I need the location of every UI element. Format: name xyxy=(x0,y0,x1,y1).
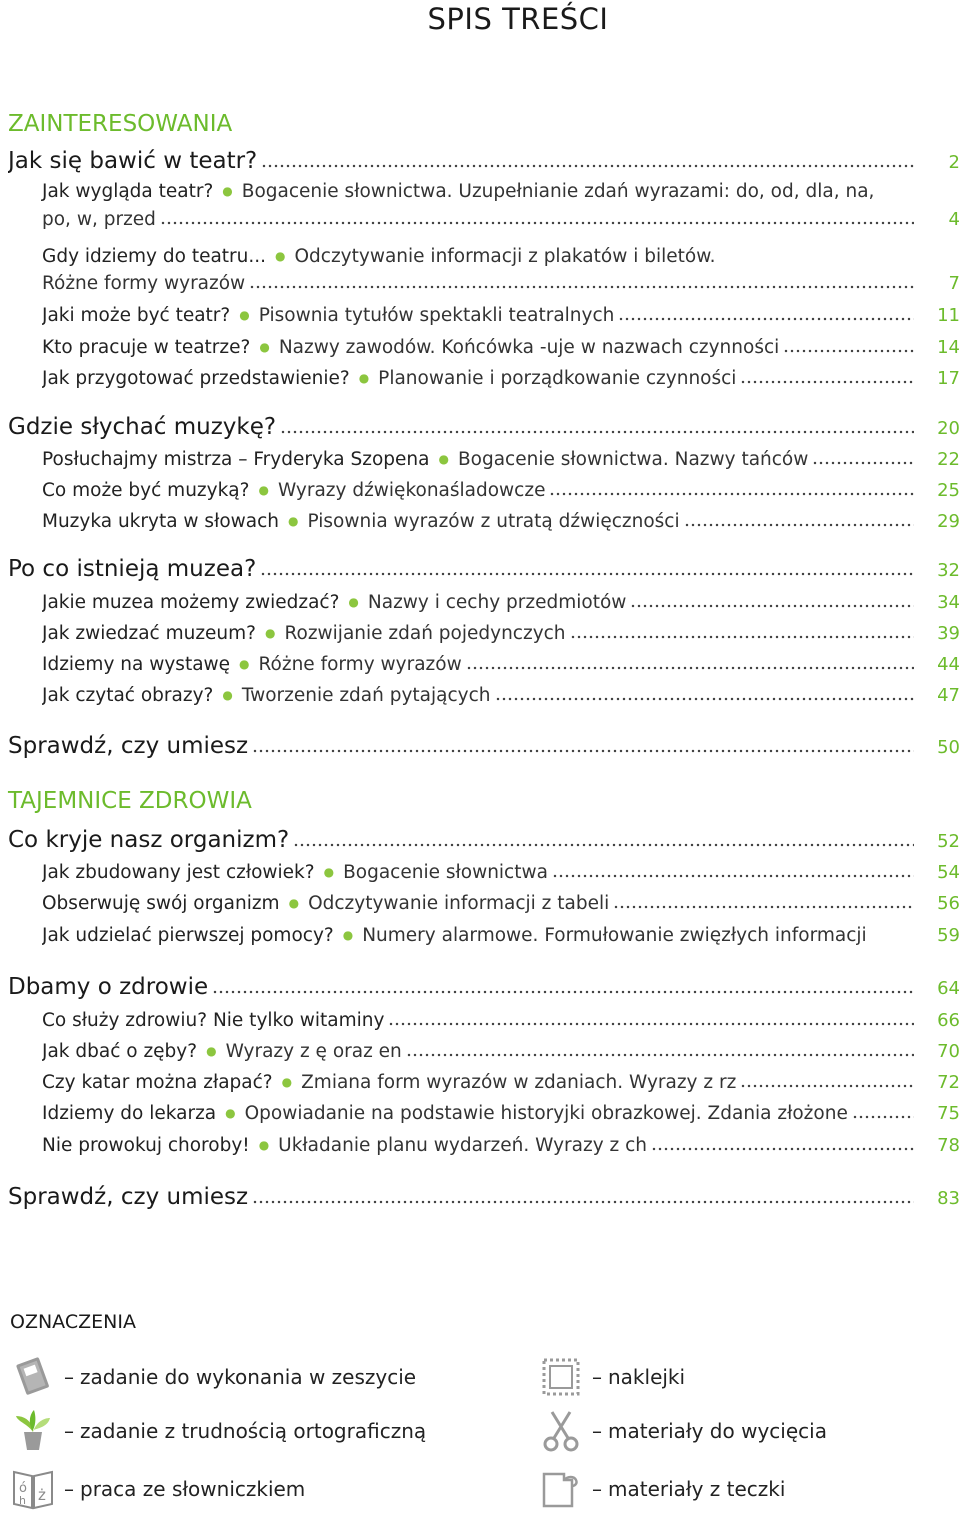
page-number: 14 xyxy=(937,337,960,358)
page-number: 22 xyxy=(937,449,960,470)
page-number: 34 xyxy=(937,592,960,613)
page-number: 59 xyxy=(937,925,960,946)
dot-leader xyxy=(261,154,914,168)
legend-label: zadanie z trudnością ortograficzną xyxy=(80,1419,427,1443)
entry-topic: Odczytywanie informacji z tabeli xyxy=(308,893,610,914)
section-heading-zainteresowania: ZAINTERESOWANIA xyxy=(8,111,233,137)
dot-leader xyxy=(252,1190,914,1204)
legend-item xyxy=(538,1354,685,1400)
bullet-icon: ● xyxy=(323,865,335,879)
dot-leader xyxy=(740,370,914,384)
toc-entry-line2[interactable] xyxy=(42,273,960,294)
bullet-icon: ● xyxy=(258,483,269,497)
toc-entry[interactable] xyxy=(42,862,960,883)
page-number: 78 xyxy=(937,1135,960,1156)
entry-topic: Pisownia tytułów spektakli teatralnych xyxy=(258,305,615,326)
toc-entry[interactable] xyxy=(42,305,960,326)
toc-entry[interactable] xyxy=(42,654,960,675)
toc-entry-line2[interactable] xyxy=(42,209,960,230)
toc-entry[interactable] xyxy=(42,480,960,501)
dot-leader xyxy=(549,482,914,496)
page-number: 25 xyxy=(937,480,960,501)
entry-topic: Nazwy zawodów. Końcówka -uje w nazwach czynności xyxy=(278,337,780,358)
page-number: 66 xyxy=(937,1010,960,1031)
dot-leader xyxy=(812,451,914,465)
dot-leader xyxy=(252,739,914,753)
toc-entry-teatr[interactable] xyxy=(8,148,960,174)
toc-entry[interactable] xyxy=(42,511,960,532)
page-number: 11 xyxy=(937,305,960,326)
legend-item xyxy=(10,1466,305,1512)
legend-label: praca ze słowniczkiem xyxy=(80,1477,306,1501)
dot-leader xyxy=(495,687,914,701)
legend-dash: – xyxy=(592,1419,602,1443)
page-number: 32 xyxy=(937,560,960,581)
page-number: 56 xyxy=(937,893,960,914)
bullet-icon: ● xyxy=(222,184,233,198)
legend-item xyxy=(10,1354,416,1400)
entry-title: Kto pracuje w teatrze? xyxy=(42,337,251,358)
entry-title: Sprawdź, czy umiesz xyxy=(8,733,249,759)
dot-leader xyxy=(630,594,914,608)
entry-title: Czy katar można złapać? xyxy=(42,1072,273,1093)
toc-entry[interactable] xyxy=(42,925,960,946)
toc-entry[interactable] xyxy=(42,337,960,358)
bullet-icon: ● xyxy=(258,1138,270,1152)
bullet-icon: ● xyxy=(281,1075,293,1089)
entry-topic: Tworzenie zdań pytających xyxy=(241,685,491,706)
entry-title: Sprawdź, czy umiesz xyxy=(8,1184,249,1210)
dot-leader xyxy=(293,833,914,847)
page-number: 4 xyxy=(948,209,960,230)
svg-text:ż: ż xyxy=(38,1486,46,1504)
entry-title: Gdzie słychać muzykę? xyxy=(8,414,277,440)
legend-dash: – xyxy=(64,1477,74,1501)
dot-leader xyxy=(280,420,914,434)
toc-entry-line1[interactable] xyxy=(42,181,874,202)
bullet-icon: ● xyxy=(288,896,300,910)
entry-topic: Zmiana form wyrazów w zdaniach. Wyrazy z rz xyxy=(301,1072,737,1093)
entry-topic: Pisownia wyrazów z utratą dźwięczności xyxy=(307,511,680,532)
entry-title: Idziemy na wystawę xyxy=(42,654,231,675)
toc-entry-organizm[interactable] xyxy=(8,827,960,853)
notebook-icon xyxy=(10,1354,56,1400)
dot-leader xyxy=(651,1137,914,1151)
dot-leader xyxy=(570,625,914,639)
dot-leader xyxy=(160,211,914,225)
dot-leader xyxy=(613,895,914,909)
entry-title: Dbamy o zdrowie xyxy=(8,974,209,1000)
legend-label: naklejki xyxy=(608,1365,686,1389)
bullet-icon: ● xyxy=(288,514,299,528)
page-number: 44 xyxy=(937,654,960,675)
page-number: 83 xyxy=(937,1188,960,1209)
toc-entry[interactable] xyxy=(42,1010,960,1031)
legend-title: OZNACZENIA xyxy=(10,1311,136,1333)
entry-title: Obserwuję swój organizm xyxy=(42,893,280,914)
dot-leader xyxy=(618,307,914,321)
entry-title: Jak zwiedzać muzeum? xyxy=(42,623,256,644)
entry-topic: Wyrazy dźwiękonaśladowcze xyxy=(277,480,546,501)
bullet-icon: ● xyxy=(206,1044,217,1058)
page-number: 50 xyxy=(937,737,960,758)
toc-entry[interactable] xyxy=(42,1103,960,1124)
entry-title: Jak dbać o zęby? xyxy=(42,1041,198,1062)
toc-entry[interactable] xyxy=(42,1135,960,1156)
dot-leader xyxy=(406,1043,914,1057)
bullet-icon: ● xyxy=(259,340,270,354)
entry-topic: Bogacenie słownictwa. Nazwy tańców xyxy=(457,449,809,470)
entry-title: Jaki może być teatr? xyxy=(42,305,231,326)
entry-title: Gdy idziemy do teatru... xyxy=(42,246,267,267)
page-number: 75 xyxy=(937,1103,960,1124)
entry-title: Jak zbudowany jest człowiek? xyxy=(42,862,315,883)
dot-leader xyxy=(740,1074,914,1088)
entry-topic: Odczytywanie informacji z plakatów i biletów. xyxy=(294,246,716,267)
entry-title: Co może być muzyką? xyxy=(42,480,250,501)
entry-title: Jak czytać obrazy? xyxy=(42,685,214,706)
toc-entry[interactable] xyxy=(42,685,960,706)
toc-entry[interactable] xyxy=(42,592,960,613)
dictionary-icon xyxy=(10,1466,56,1512)
legend-item xyxy=(10,1408,426,1454)
toc-entry[interactable] xyxy=(42,1072,960,1093)
page-number: 47 xyxy=(937,685,960,706)
page-number: 39 xyxy=(937,623,960,644)
entry-title: Jakie muzea możemy zwiedzać? xyxy=(42,592,340,613)
page-title: SPIS TREŚCI xyxy=(427,2,609,36)
bullet-icon: ● xyxy=(239,657,250,671)
entry-title: Muzyka ukryta w słowach xyxy=(42,511,280,532)
entry-title: Nie prowokuj choroby! xyxy=(42,1135,250,1156)
page-number: 2 xyxy=(948,152,960,173)
legend-label: zadanie do wykonania w zeszycie xyxy=(80,1365,417,1389)
legend-label: materiały z teczki xyxy=(608,1477,786,1501)
toc-entry[interactable] xyxy=(42,623,960,644)
svg-text:ó: ó xyxy=(19,1481,27,1496)
page-number: 29 xyxy=(937,511,960,532)
legend-item xyxy=(538,1408,827,1454)
entry-title: Jak wygląda teatr? xyxy=(42,181,214,202)
page-number: 7 xyxy=(948,273,960,294)
entry-topic: Nazwy i cechy przedmiotów xyxy=(367,592,627,613)
entry-title: Co kryje nasz organizm? xyxy=(8,827,290,853)
bullet-icon: ● xyxy=(225,1106,236,1120)
scissors-icon xyxy=(538,1408,584,1454)
toc-entry-sprawdz[interactable] xyxy=(8,1184,960,1210)
dot-leader xyxy=(552,864,914,878)
entry-topic: Wyrazy z ę oraz en xyxy=(225,1041,402,1062)
dot-leader xyxy=(388,1012,914,1026)
entry-title: Jak się bawić w teatr? xyxy=(8,148,258,174)
entry-title: Jak udzielać pierwszej pomocy? xyxy=(42,925,334,946)
toc-entry-zdrowie[interactable] xyxy=(8,974,960,1000)
toc-entry[interactable] xyxy=(42,368,960,389)
toc-entry[interactable] xyxy=(42,449,960,470)
toc-entry-muzyka[interactable] xyxy=(8,414,960,440)
entry-title: Posłuchajmy mistrza – Fryderyka Szopena xyxy=(42,449,430,470)
page-number: 72 xyxy=(937,1072,960,1093)
entry-topic: Opowiadanie na podstawie historyjki obrazkowej. Zdania złożone xyxy=(244,1103,848,1124)
bullet-icon: ● xyxy=(358,371,370,385)
entry-topic: Bogacenie słownictwa xyxy=(343,862,548,883)
dot-leader xyxy=(466,656,914,670)
plant-icon xyxy=(10,1408,56,1454)
bullet-icon: ● xyxy=(265,626,276,640)
bullet-icon: ● xyxy=(239,308,250,322)
dot-leader xyxy=(212,980,914,994)
page-number: 20 xyxy=(937,418,960,439)
dot-leader xyxy=(684,513,914,527)
legend-item xyxy=(538,1466,785,1512)
folder-icon xyxy=(538,1466,584,1512)
legend-dash: – xyxy=(592,1477,602,1501)
page-number: 64 xyxy=(937,978,960,999)
toc-entry-sprawdz[interactable] xyxy=(8,733,960,759)
bullet-icon: ● xyxy=(342,928,354,942)
entry-topic: Różne formy wyrazów xyxy=(258,654,462,675)
entry-topic: Układanie planu wydarzeń. Wyrazy z ch xyxy=(278,1135,648,1156)
page-number: 70 xyxy=(937,1041,960,1062)
entry-topic: Numery alarmowe. Formułowanie zwięzłych informacji xyxy=(362,925,867,946)
toc-entry[interactable] xyxy=(42,893,960,914)
entry-topic: Różne formy wyrazów xyxy=(42,273,246,294)
entry-topic: po, w, przed xyxy=(42,209,156,230)
dot-leader xyxy=(783,339,914,353)
entry-topic: Bogacenie słownictwa. Uzupełnianie zdań wyrazami: do, od, dla, na, xyxy=(241,181,875,202)
dot-leader xyxy=(852,1105,914,1119)
page-number: 52 xyxy=(937,831,960,852)
bullet-icon: ● xyxy=(348,595,359,609)
bullet-icon: ● xyxy=(275,249,286,263)
entry-topic: Rozwijanie zdań pojedynczych xyxy=(284,623,566,644)
legend-label: materiały do wycięcia xyxy=(608,1419,827,1443)
section-heading-tajemnice-zdrowia: TAJEMNICE ZDROWIA xyxy=(8,788,252,814)
entry-title: Co służy zdrowiu? Nie tylko witaminy xyxy=(42,1010,385,1031)
dot-leader xyxy=(249,275,914,289)
toc-entry-line1[interactable] xyxy=(42,246,716,267)
bullet-icon: ● xyxy=(222,688,233,702)
dot-leader xyxy=(260,562,914,576)
bullet-icon: ● xyxy=(438,452,449,466)
legend-dash: – xyxy=(64,1419,74,1443)
svg-text:h: h xyxy=(19,1494,26,1507)
entry-title: Jak przygotować przedstawienie? xyxy=(42,368,350,389)
entry-topic: Planowanie i porządkowanie czynności xyxy=(378,368,737,389)
toc-entry-muzea[interactable] xyxy=(8,556,960,582)
page-number: 17 xyxy=(937,368,960,389)
entry-title: Idziemy do lekarza xyxy=(42,1103,217,1124)
legend-dash: – xyxy=(592,1365,602,1389)
page-number: 54 xyxy=(937,862,960,883)
legend-dash: – xyxy=(64,1365,74,1389)
dot-leader xyxy=(871,927,914,941)
toc-entry[interactable] xyxy=(42,1041,960,1062)
sticker-icon xyxy=(538,1354,584,1400)
entry-title: Po co istnieją muzea? xyxy=(8,556,257,582)
